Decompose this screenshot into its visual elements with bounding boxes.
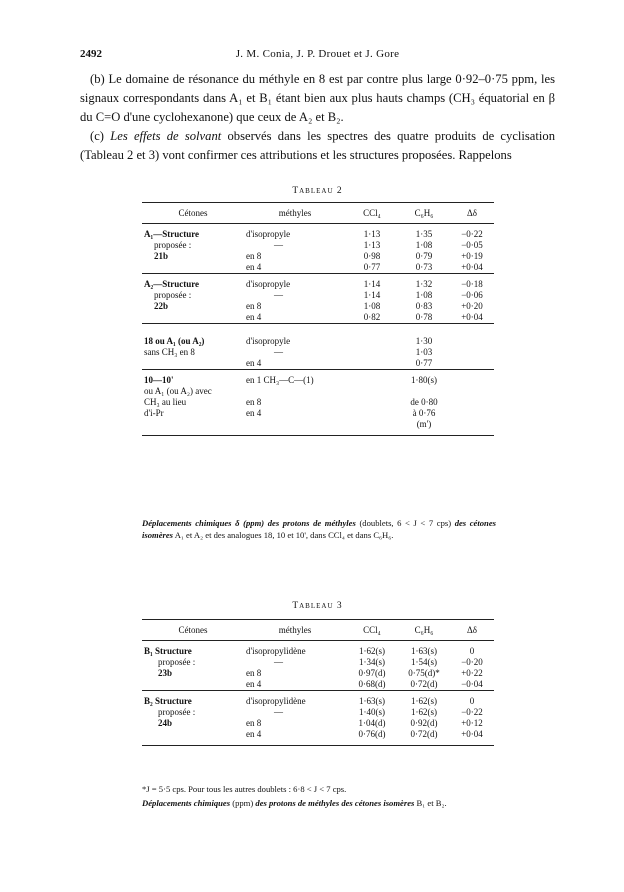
table-row: B₂ Structure d'isopropylidène 1·63(s) 1·62(s) 0 [142,691,494,708]
table2 [142,202,494,436]
table-row: ou A₁ (ou A₂) avec [144,386,212,396]
table-row: A₁—Structure d'isopropyle 1·13 1·35 −0·22 [142,224,494,241]
table2-header: Δδ [450,203,494,224]
page-header [80,48,555,64]
table2-header: méthyles [244,203,346,224]
table3-caption: Déplacements chimiques (ppm) des protons de méthyles des cétones isomères B₁ et B₂. [142,798,447,808]
table-row: 23b en 8 0·97(d) 0·75(d)* +0·22 [158,668,483,678]
table-row: proposée : — 1·34(s) 1·54(s) −0·20 [158,657,483,667]
table-row: 24b en 8 1·04(d) 0·92(d) +0·12 [158,718,483,728]
page-number: 2492 [80,48,102,60]
table2-header: Cétones [142,203,244,224]
table-row: B₁ Structure d'isopropylidène 1·62(s) 1·63(s) 0 [142,641,494,658]
table3-header-row [142,620,494,641]
paragraph-b: (b) Le domaine de résonance du méthyle en 8 est par contre plus large 0·92–0·75 ppm, les signaux correspondants dans A₁ et B₁ étant bien aux plus hauts champs (CH₃ équatorial en β du C=O d'une cyclohexanone) que ceux de A₂ et B₂. [80,72,555,124]
table3-header: CCl₄ [346,620,398,641]
table2-title: Tableau 2 [292,186,343,196]
table3-header: C₆H₆ [398,620,450,641]
table-row: 18 ou A₁ (ou A₂) d'isopropyle 1·30 [142,324,494,348]
table-row: (m') [142,419,494,436]
table3-header: Δδ [450,620,494,641]
table-row: proposée : — 1·40(s) 1·62(s) −0·22 [158,707,483,717]
table2-header-row [142,203,494,224]
table2-header: CCl₄ [346,203,398,224]
table-row: en 4 0·82 0·78 +0·04 [246,312,483,322]
table-row: 21b en 8 0·98 0·79 +0·19 [154,251,483,261]
table3-header: Cétones [142,620,244,641]
running-authors: J. M. Conia, J. P. Drouet et J. Gore [235,48,400,60]
table-row: d'i-Pr en 4 à 0·76 [144,408,436,418]
table-row: en 4 0·77 [246,358,433,368]
table2-header: C₆H₆ [398,203,450,224]
table-row: proposée : — 1·14 1·08 −0·06 [154,290,483,300]
table-row: en 4 0·68(d) 0·72(d) −0·04 [246,679,483,689]
table-row: proposée : — 1·13 1·08 −0·05 [154,240,483,250]
body-text [80,70,555,165]
table-row: CH₃ au lieu en 8 de 0·80 [144,397,438,407]
table3 [142,619,494,746]
table3-title: Tableau 3 [292,601,343,611]
table-row: en 4 0·77 0·73 +0·04 [246,262,483,272]
table2-caption: Déplacements chimiques δ (ppm) des protons de méthyles (doublets, 6 < J < 7 cps) des cétones isomères A₁ et A₂ et des analogues 18, 10 et 10', dans CCl₄ et dans C₆H₆. [142,518,496,540]
table-row: 22b en 8 1·08 0·83 +0·20 [154,301,483,311]
paragraph-c: (c) Les effets de solvant observés dans les spectres des quatre produits de cyclisation (Tableau 2 et 3) vont confirmer ces attributions et les structures proposées. Rappelons [80,129,555,162]
table3-footnote: *J = 5·5 cps. Pour tous les autres doublets : 6·8 < J < 7 cps. [142,784,347,794]
table-row: 10—10' en 1 CH₃—C—(1) 1·80(s) [142,370,494,387]
table3-header: méthyles [244,620,346,641]
table-row: en 4 0·76(d) 0·72(d) +0·04 [142,729,494,746]
table-row: sans CH₃ en 8 — 1·03 [144,347,433,357]
table-row: A₂—Structure d'isopropyle 1·14 1·32 −0·18 [142,274,494,291]
